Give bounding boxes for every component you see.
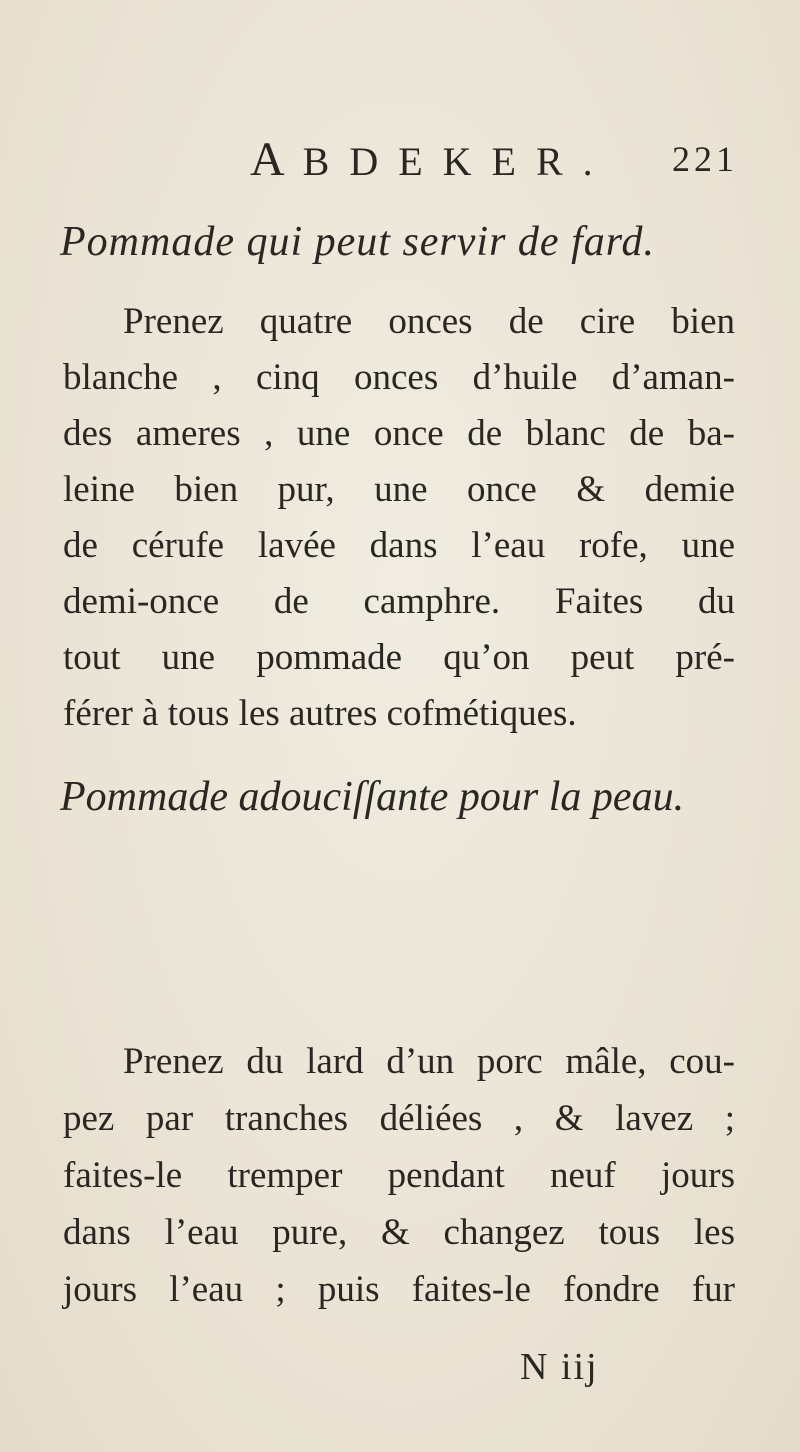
page-header <box>0 132 800 186</box>
section-title-fard: Pommade qui peut servir de fard. <box>60 219 656 265</box>
text-line: de cérufe lavée dans l’eau rofe, une <box>63 525 735 566</box>
running-head <box>250 132 613 187</box>
text-line: leine bien pur, une once & demie <box>63 469 735 510</box>
section-title-peau: Pommade adouciſſante pour la peau. <box>60 774 685 820</box>
text-line: férer à tous les autres cofmétiques. <box>63 693 577 734</box>
text-line: faites-le tremper pendant neuf jours <box>63 1155 735 1196</box>
text-line: demi-once de camphre. Faites du <box>63 581 735 622</box>
text-line: Prenez du lard d’un porc mâle, cou- <box>123 1041 735 1082</box>
running-head-initial: A <box>250 133 303 186</box>
text-line: jours l’eau ; puis faites-le fondre fur <box>63 1269 735 1310</box>
text-line: Prenez quatre onces de cire bien <box>123 301 735 342</box>
running-head-rest: BDEKER. <box>302 139 613 184</box>
text-line: des ameres , une once de blanc de ba- <box>63 413 735 454</box>
text-line: pez par tranches déliées , & lavez ; <box>63 1098 735 1139</box>
text-line: tout une pommade qu’on peut pré- <box>63 637 735 678</box>
text-line: dans l’eau pure, & changez tous les <box>63 1212 735 1253</box>
signature-mark: N iij <box>520 1346 599 1388</box>
page-number: 221 <box>672 139 738 179</box>
text-line: blanche , cinq onces d’huile d’aman- <box>63 357 735 398</box>
